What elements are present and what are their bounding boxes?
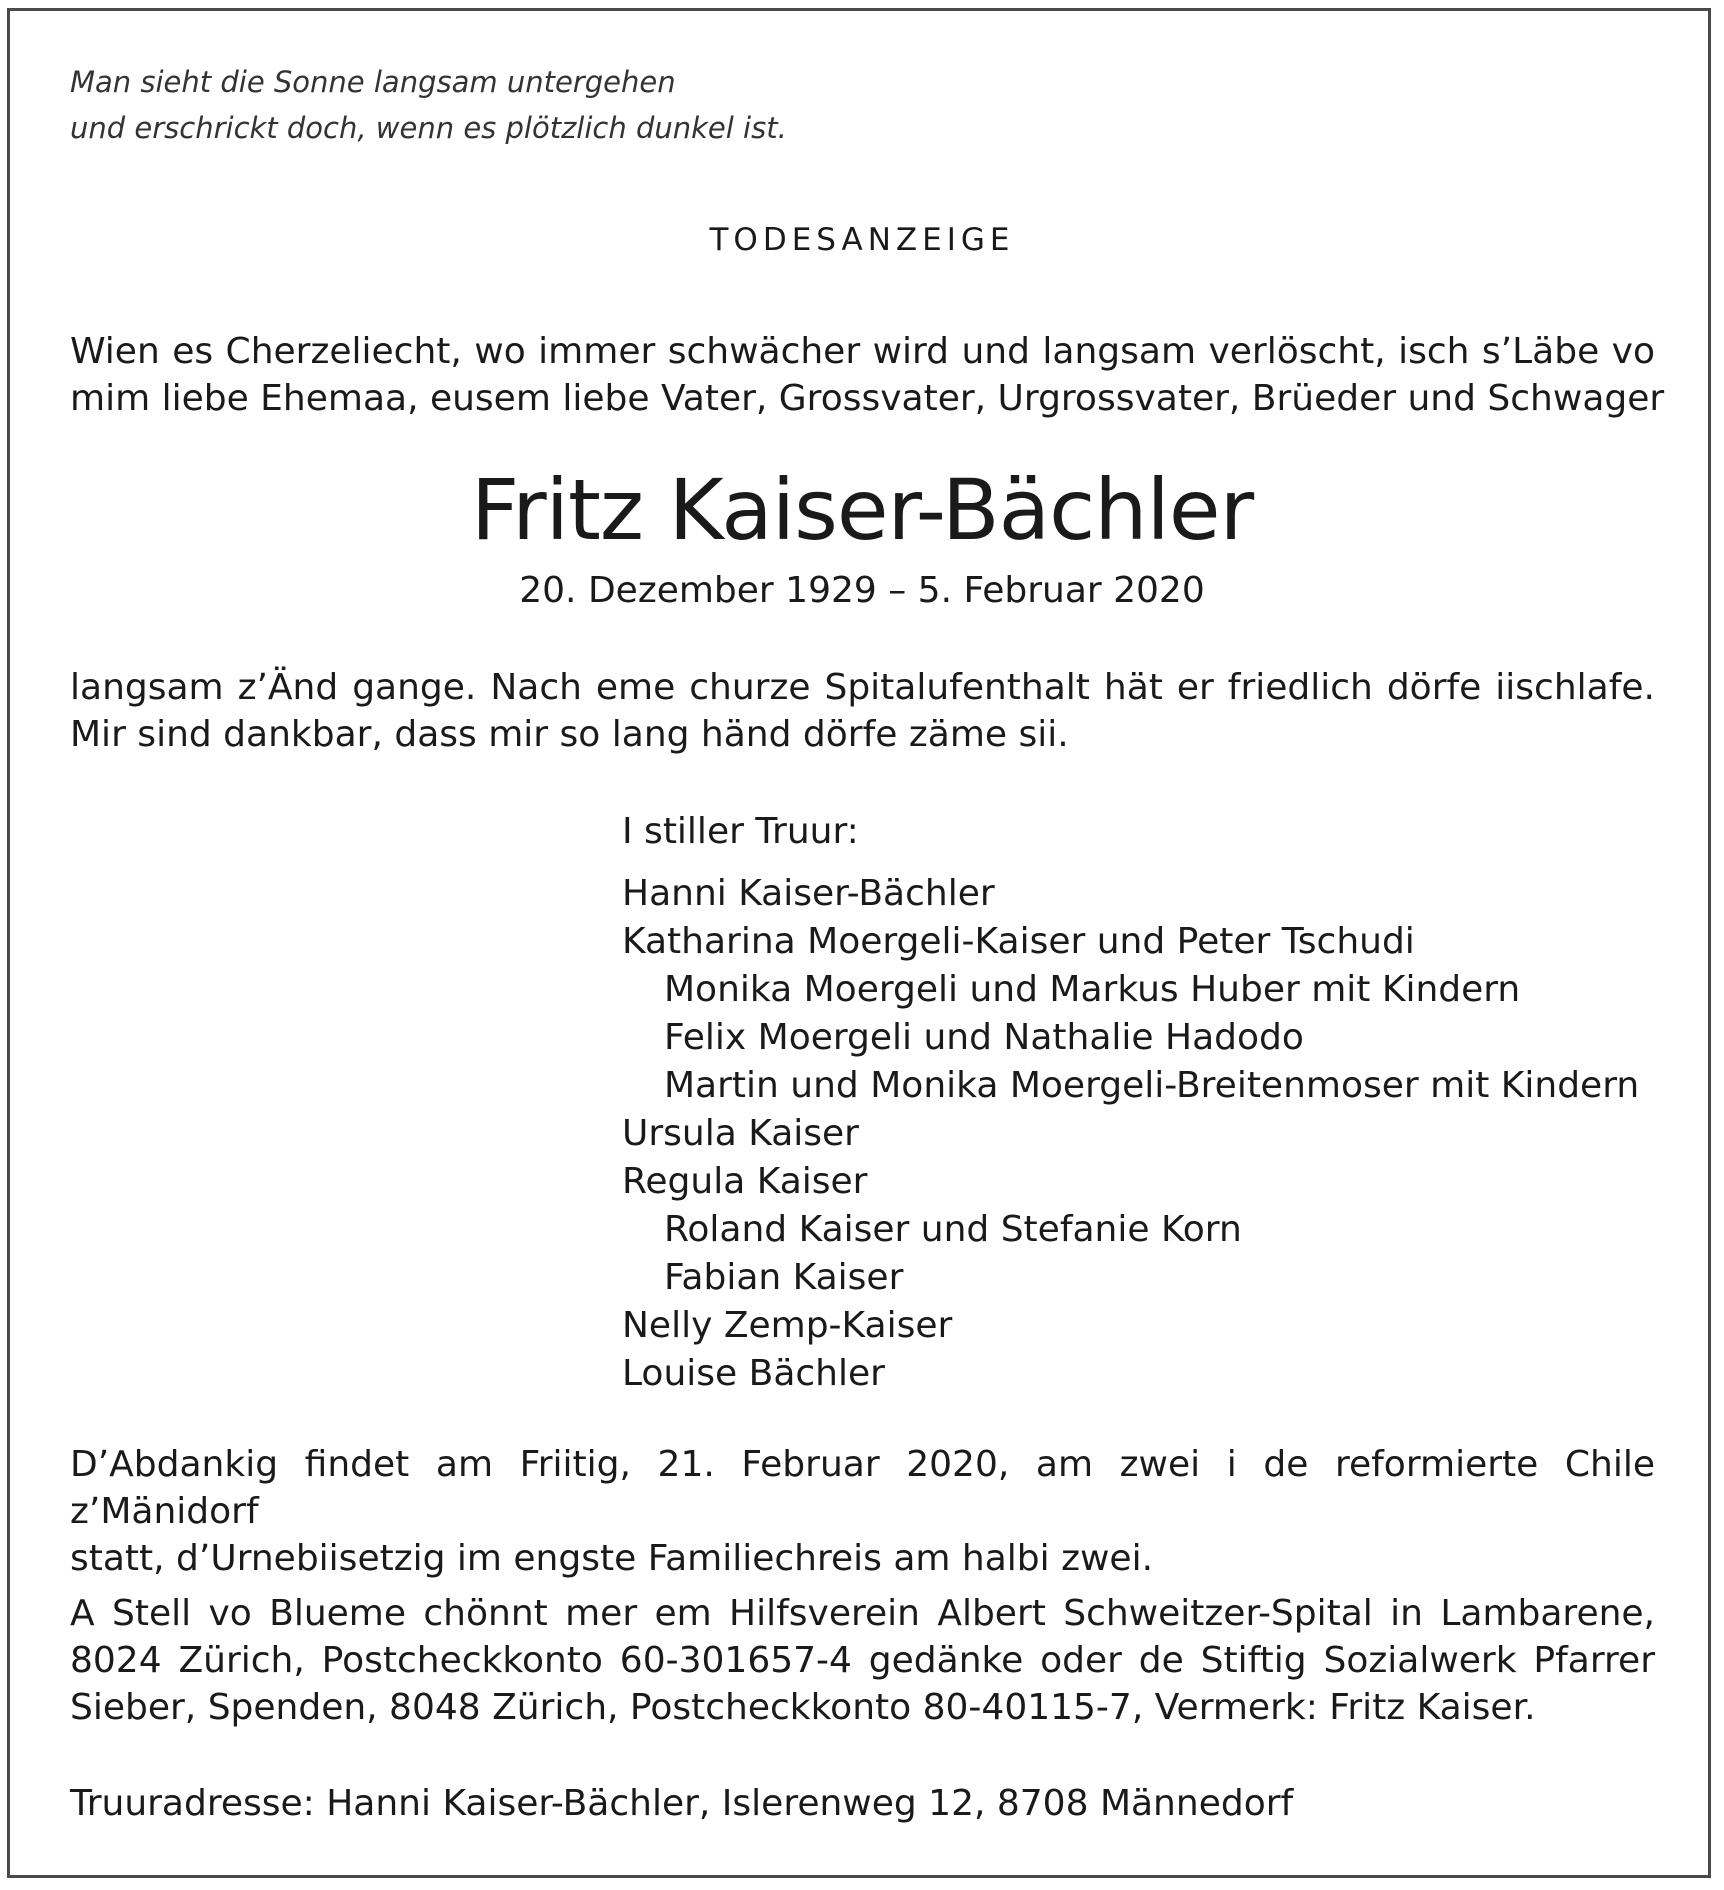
epigraph-quote <box>70 59 787 151</box>
mourner-entry: Nelly Zemp-Kaiser <box>622 1305 953 1346</box>
donation-paragraph <box>70 1590 1655 1731</box>
life-dates: 20. Dezember 1929 – 5. Februar 2020 <box>519 570 1205 611</box>
deceased-name: Fritz Kaiser-Bächler <box>470 461 1254 559</box>
mourner-entry: Hanni Kaiser-Bächler <box>622 873 995 914</box>
mourner-entry: Roland Kaiser und Stefanie Korn <box>664 1209 1242 1250</box>
ceremony-line: statt, d’Urnebiisetzig im engste Familiechreis am halbi zwei. <box>70 1538 1154 1579</box>
quote-line: und erschrickt doch, wenn es plötzlich dunkel ist. <box>70 111 787 145</box>
mourner-entry: Felix Moergeli und Nathalie Hadodo <box>664 1017 1304 1058</box>
mourners-list <box>622 870 1639 1398</box>
ceremony-paragraph <box>70 1441 1655 1582</box>
mourner-entry: Ursula Kaiser <box>622 1113 859 1154</box>
mourner-entry: Monika Moergeli und Markus Huber mit Kindern <box>664 969 1521 1010</box>
mourner-entry: Regula Kaiser <box>622 1161 868 1202</box>
quote-line: Man sieht die Sonne langsam untergehen <box>70 65 676 99</box>
passing-line: langsam z’Änd gange. Nach eme churze Spitalufenthalt hät er friedlich dörfe iischlafe. <box>70 667 1655 708</box>
address-line: Truuradresse: Hanni Kaiser-Bächler, Islerenweg 12, 8708 Männedorf <box>70 1783 1294 1824</box>
intro-paragraph <box>70 328 1665 422</box>
passing-paragraph <box>70 664 1655 758</box>
donation-line: Sieber, Spenden, 8048 Zürich, Postcheckkonto 80-40115-7, Vermerk: Fritz Kaiser. <box>70 1687 1536 1728</box>
intro-line: mim liebe Ehemaa, eusem liebe Vater, Grossvater, Urgrossvater, Brüeder und Schwager <box>70 378 1665 419</box>
mourners-block <box>622 808 1639 1398</box>
notice-heading: TODESANZEIGE <box>709 222 1015 258</box>
mourners-intro: I stiller Truur: <box>622 811 859 852</box>
mourner-entry: Louise Bächler <box>622 1353 885 1394</box>
passing-line: Mir sind dankbar, dass mir so lang händ dörfe zäme sii. <box>70 714 1069 755</box>
donation-line: A Stell vo Blueme chönnt mer em Hilfsverein Albert Schweitzer-Spital in Lambarene, <box>70 1593 1655 1634</box>
mourning-address <box>70 1780 1655 1827</box>
mourner-entry: Fabian Kaiser <box>664 1257 904 1298</box>
donation-line: 8024 Zürich, Postcheckkonto 60-301657-4 gedänke oder de Stiftig Sozialwerk Pfarrer <box>70 1640 1655 1681</box>
mourner-entry: Martin und Monika Moergeli-Breitenmoser mit Kindern <box>664 1065 1640 1106</box>
ceremony-line: D’Abdankig findet am Friitig, 21. Februar 2020, am zwei i de reformierte Chile z’Mänidorf <box>70 1444 1655 1532</box>
intro-line: Wien es Cherzeliecht, wo immer schwächer wird und langsam verlöscht, isch s’Läbe vo <box>70 331 1655 372</box>
mourner-entry: Katharina Moergeli-Kaiser und Peter Tschudi <box>622 921 1415 962</box>
